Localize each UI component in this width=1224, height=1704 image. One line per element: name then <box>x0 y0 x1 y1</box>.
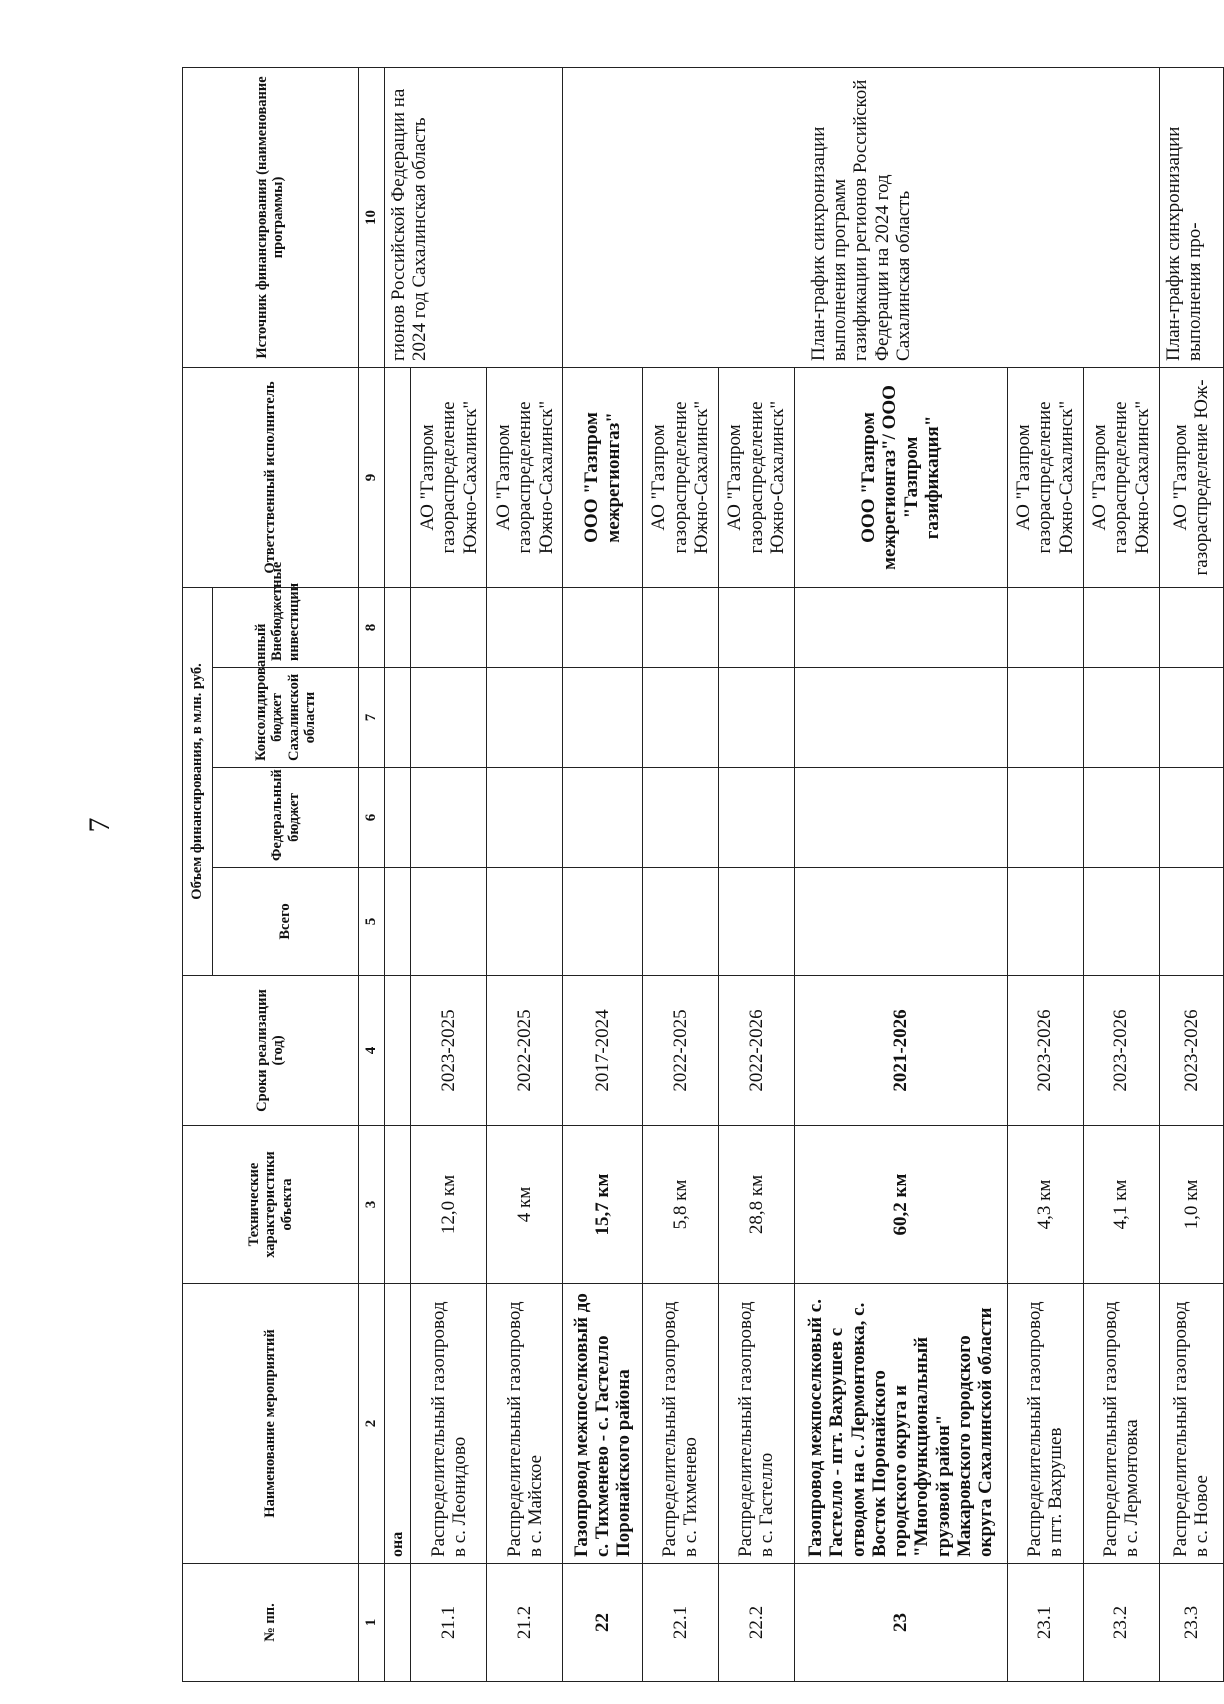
row-period: 2022-2026 <box>718 976 794 1126</box>
row-num: 23.2 <box>1083 1564 1159 1682</box>
row-federal <box>411 768 487 868</box>
row-regional <box>563 668 642 768</box>
header-extra: Внебюджетные инвестиции <box>213 587 359 667</box>
row-num: 22 <box>563 1564 642 1682</box>
col-number: 3 <box>358 1126 384 1284</box>
source-cell-3: План-график синхронизации выполнения про- <box>1159 67 1223 367</box>
table-cell <box>384 587 411 667</box>
row-federal <box>487 768 563 868</box>
row-executor: АО "Газпром газораспределение Южно-Сахалинск" <box>718 367 794 587</box>
row-name: Распределительный газопровод в с. Майское <box>487 1284 563 1564</box>
row-tech: 60,2 км <box>794 1126 1007 1284</box>
row-num: 22.1 <box>642 1564 718 1682</box>
row-total <box>1159 868 1223 976</box>
row-extra <box>642 587 718 667</box>
column-number-row <box>358 67 384 1681</box>
row-period: 2017-2024 <box>563 976 642 1126</box>
row-total <box>563 868 642 976</box>
row-name: Газопровод межпоселковый до с. Тихменево - с. Гастелло Поронайского района <box>563 1284 642 1564</box>
col-number: 5 <box>358 868 384 976</box>
source-cell-1: гионов Российской Федерации на 2024 год Сахалинская область <box>384 67 563 367</box>
table-cell <box>384 1564 411 1682</box>
row-total <box>642 868 718 976</box>
row-total <box>794 868 1007 976</box>
header-period: Сроки реализации (год) <box>183 976 359 1126</box>
header-num: № пп. <box>183 1564 359 1682</box>
row-executor: АО "Газпром газораспределение Южно-Сахалинск" <box>487 367 563 587</box>
header-regional: Консолидированный бюджет Сахалинской области <box>213 668 359 768</box>
row-regional <box>1007 668 1083 768</box>
row-executor: АО "Газпром газораспределение Южно-Сахалинск" <box>411 367 487 587</box>
row-extra <box>1083 587 1159 667</box>
row-total <box>411 868 487 976</box>
table-cell <box>384 1126 411 1284</box>
page-number: 7 <box>83 817 116 833</box>
col-number: 6 <box>358 768 384 868</box>
row-federal <box>1083 768 1159 868</box>
row-regional <box>642 668 718 768</box>
financing-table <box>182 67 1224 1682</box>
row-name: Распределительный газопровод в с. Новое <box>1159 1284 1223 1564</box>
row-period: 2021-2026 <box>794 976 1007 1126</box>
row-name: Газопровод межпоселковый с. Гастелло - пгт. Вахрушев с отводом на с. Лермонтовка, с. Восток Поронайского городского округа и "Многофункциональный грузовой район" Макаровского городского округа Сахалинской области <box>794 1284 1007 1564</box>
row-extra <box>487 587 563 667</box>
row-tech: 4,1 км <box>1083 1126 1159 1284</box>
row-regional <box>411 668 487 768</box>
continuation-name: она <box>384 1284 411 1564</box>
row-extra <box>411 587 487 667</box>
row-total <box>1007 868 1083 976</box>
table-cell <box>384 768 411 868</box>
row-name: Распределительный газопровод в с. Лермонтовка <box>1083 1284 1159 1564</box>
row-total <box>487 868 563 976</box>
row-name: Распределительный газопровод в с. Тихменево <box>642 1284 718 1564</box>
col-number: 9 <box>358 367 384 587</box>
header-tech: Технические характеристики объекта <box>183 1126 359 1284</box>
row-tech: 15,7 км <box>563 1126 642 1284</box>
row-period: 2023-2025 <box>411 976 487 1126</box>
row-executor: ООО "Газпром межрегионгаз"/ ООО "Газпром газификация" <box>794 367 1007 587</box>
header-executor: Ответственный исполнитель <box>183 367 359 587</box>
table-cell <box>384 668 411 768</box>
col-number: 8 <box>358 587 384 667</box>
row-federal <box>1007 768 1083 868</box>
row-federal <box>1159 768 1223 868</box>
row-regional <box>794 668 1007 768</box>
row-total <box>718 868 794 976</box>
header-source: Источник финансирования (наименование программы) <box>183 67 359 367</box>
row-tech: 1,0 км <box>1159 1126 1223 1284</box>
row-period: 2022-2025 <box>642 976 718 1126</box>
table-cell <box>384 976 411 1126</box>
row-num: 23 <box>794 1564 1007 1682</box>
row-name: Распределительный газопровод в с. Гастелло <box>718 1284 794 1564</box>
row-tech: 4,3 км <box>1007 1126 1083 1284</box>
row-name: Распределительный газопровод в пгт. Вахрушев <box>1007 1284 1083 1564</box>
row-num: 23.3 <box>1159 1564 1223 1682</box>
col-number: 1 <box>358 1564 384 1682</box>
col-number: 4 <box>358 976 384 1126</box>
col-number: 7 <box>358 668 384 768</box>
col-number: 10 <box>358 67 384 367</box>
row-executor: АО "Газпром газораспределение Южно-Сахалинск" <box>642 367 718 587</box>
row-federal <box>794 768 1007 868</box>
row-num: 21.2 <box>487 1564 563 1682</box>
row-regional <box>1083 668 1159 768</box>
row-period: 2022-2025 <box>487 976 563 1126</box>
row-regional <box>1159 668 1223 768</box>
table-row <box>1159 67 1223 1681</box>
row-executor: АО "Газпром газораспределение Южно-Сахалинск" <box>1007 367 1083 587</box>
table-cell <box>384 367 411 587</box>
row-name: Распределительный газопровод в с. Леонидово <box>411 1284 487 1564</box>
row-extra <box>1007 587 1083 667</box>
row-extra <box>718 587 794 667</box>
row-period: 2023-2026 <box>1159 976 1223 1126</box>
col-number: 2 <box>358 1284 384 1564</box>
table-cell <box>384 868 411 976</box>
row-tech: 12,0 км <box>411 1126 487 1284</box>
row-extra <box>794 587 1007 667</box>
header-row-1 <box>183 67 213 1681</box>
table-row <box>563 67 642 1681</box>
row-regional <box>487 668 563 768</box>
row-tech: 4 км <box>487 1126 563 1284</box>
row-extra <box>1159 587 1223 667</box>
row-federal <box>642 768 718 868</box>
rotated-table-container <box>182 68 1224 1682</box>
header-name: Наименование мероприятий <box>183 1284 359 1564</box>
row-executor: АО "Газпром газораспределение Южно-Сахалинск" <box>1083 367 1159 587</box>
row-federal <box>563 768 642 868</box>
row-tech: 5,8 км <box>642 1126 718 1284</box>
row-total <box>1083 868 1159 976</box>
continuation-row <box>384 67 411 1681</box>
row-period: 2023-2026 <box>1007 976 1083 1126</box>
row-num: 22.2 <box>718 1564 794 1682</box>
row-num: 21.1 <box>411 1564 487 1682</box>
row-tech: 28,8 км <box>718 1126 794 1284</box>
header-volume: Объем финансирования, в млн. руб. <box>183 587 213 975</box>
row-executor: АО "Газпром газораспределение Юж- <box>1159 367 1223 587</box>
source-cell-2: План-график синхронизации выполнения программ газификации регионов Российской Федерации на 2024 год Сахалинская область <box>563 67 1159 367</box>
row-regional <box>718 668 794 768</box>
row-num: 23.1 <box>1007 1564 1083 1682</box>
row-extra <box>563 587 642 667</box>
row-period: 2023-2026 <box>1083 976 1159 1126</box>
row-federal <box>718 768 794 868</box>
header-total: Всего <box>213 868 359 976</box>
row-executor: ООО "Газпром межрегионгаз" <box>563 367 642 587</box>
header-federal: Федеральный бюджет <box>213 768 359 868</box>
